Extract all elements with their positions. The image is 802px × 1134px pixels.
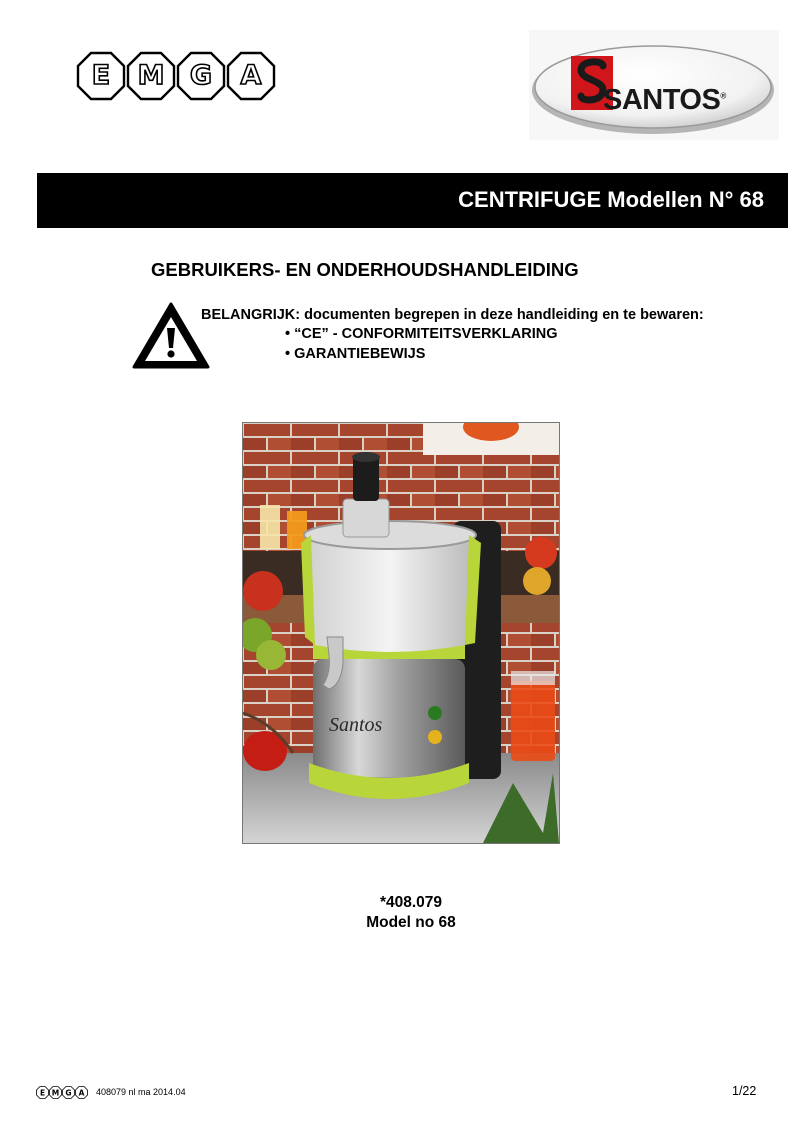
page-number: 1/22 bbox=[732, 1084, 757, 1098]
title-bar bbox=[37, 173, 788, 228]
article-number: *408.079 bbox=[379, 894, 443, 911]
footer-emga-logo bbox=[36, 1086, 88, 1099]
santos-logo bbox=[529, 30, 779, 140]
emga-letter-m: M bbox=[126, 51, 176, 101]
manual-heading: GEBRUIKERS- EN ONDERHOUDSHANDLEIDING bbox=[151, 259, 579, 280]
svg-text:Santos: Santos bbox=[329, 714, 383, 736]
important-notice: BELANGRIJK: documenten begrepen in deze handleiding en te bewaren: bbox=[201, 307, 704, 323]
santos-wordmark: SANTOS® bbox=[603, 84, 726, 116]
svg-text:M: M bbox=[51, 1088, 60, 1098]
emga-letter-g: G bbox=[176, 51, 226, 101]
document-item-ce: • “CE” - CONFORMITEITSVERKLARING bbox=[285, 326, 558, 342]
document-item-warranty: • GARANTIEBEWIJS bbox=[285, 346, 426, 362]
warning-triangle-icon bbox=[131, 300, 211, 370]
emga-logo bbox=[76, 51, 276, 103]
emga-letter-a: A bbox=[226, 51, 276, 101]
emga-letter-e: E bbox=[76, 51, 126, 101]
svg-text:G: G bbox=[65, 1088, 72, 1098]
svg-text:A: A bbox=[78, 1088, 85, 1098]
document-title: CENTRIFUGE Modellen N° 68 bbox=[458, 187, 764, 212]
model-number: Model no 68 bbox=[366, 914, 456, 931]
svg-text:E: E bbox=[39, 1088, 46, 1098]
product-photo bbox=[242, 422, 560, 844]
footer-reference: 408079 nl ma 2014.04 bbox=[96, 1087, 186, 1097]
